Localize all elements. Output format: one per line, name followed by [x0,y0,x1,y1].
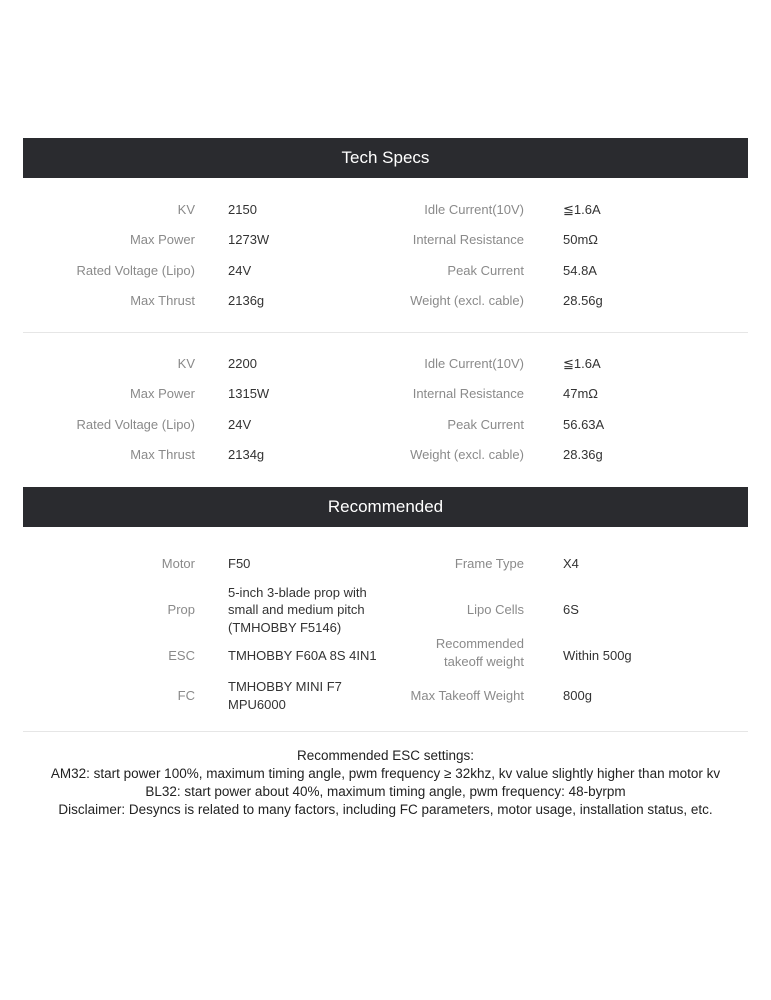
spec-value: ≦1.6A [563,202,601,217]
spec-label: KV [177,202,195,217]
rec-value: TMHOBBY F60A 8S 4IN1 [228,648,377,663]
spec-label: Peak Current [447,417,524,432]
notes-heading: Recommended ESC settings: [296,748,475,763]
spec-label: Idle Current(10V) [424,202,524,217]
rec-value: MPU6000 [228,697,286,712]
rec-label: ESC [168,648,195,663]
spec-value: 56.63A [563,417,605,432]
recommended-header [23,487,748,527]
rec-label: Prop [167,602,195,617]
spec-label: Max Thrust [130,293,195,308]
spec-value: 2136g [228,293,265,308]
rec-value: small and medium pitch [228,602,365,617]
notes-line: BL32: start power about 40%, maximum timing angle, pwm frequency: 48-byrpm [145,784,626,799]
rec-label: takeoff weight [444,654,524,669]
spec-label: Peak Current [447,263,524,278]
spec-value: 47mΩ [563,386,599,401]
spec-label: Weight (excl. cable) [410,293,524,308]
tech-specs-header [23,138,748,178]
spec-value: 1273W [228,232,270,247]
spec-value: 2150 [228,202,257,217]
tech-specs-title: Tech Specs [341,148,430,167]
recommended-title: Recommended [327,497,444,516]
spec-value: 50mΩ [563,232,599,247]
spec-value: 2134g [228,447,265,462]
spec-label: Idle Current(10V) [424,356,524,371]
spec-value: 28.36g [563,447,603,462]
notes-disclaimer: Disclaimer: Desyncs is related to many factors, including FC parameters, motor usage, installation status, etc. [58,802,713,817]
spec-value: 2200 [228,356,257,371]
spec-label: Max Power [129,386,195,401]
spec-value: 28.56g [563,293,603,308]
rec-label: Max Takeoff Weight [410,688,524,703]
spec-label: Max Power [129,232,195,247]
rec-value: TMHOBBY MINI F7 [228,679,342,694]
spec-value: 24V [228,263,252,278]
rec-label: FC [177,688,195,703]
divider [23,731,748,732]
spec-value: ≦1.6A [563,356,601,371]
spec-label: KV [177,356,195,371]
divider [23,332,748,333]
rec-value: X4 [563,556,579,571]
spec-value: 54.8A [563,263,597,278]
rec-value: Within 500g [563,648,632,663]
rec-value: (TMHOBBY F5146) [228,620,342,635]
spec-label: Internal Resistance [412,232,524,247]
rec-label: Frame Type [454,556,524,571]
spec-label: Rated Voltage (Lipo) [76,263,195,278]
rec-label: Recommended [435,636,524,651]
spec-label: Rated Voltage (Lipo) [76,417,195,432]
rec-value: 6S [563,602,579,617]
spec-label: Max Thrust [130,447,195,462]
rec-label: Lipo Cells [466,602,524,617]
rec-value: 5-inch 3-blade prop with [228,585,367,600]
rec-value: F50 [228,556,251,571]
spec-label: Weight (excl. cable) [410,447,524,462]
rec-label: Motor [161,556,195,571]
spec-label: Internal Resistance [412,386,524,401]
rec-value: 800g [563,688,592,703]
esc-settings-notes [0,747,771,819]
spec-value: 1315W [228,386,270,401]
notes-line: AM32: start power 100%, maximum timing angle, pwm frequency ≥ 32khz, kv value slightly higher than motor kv [50,766,721,781]
spec-value: 24V [228,417,252,432]
